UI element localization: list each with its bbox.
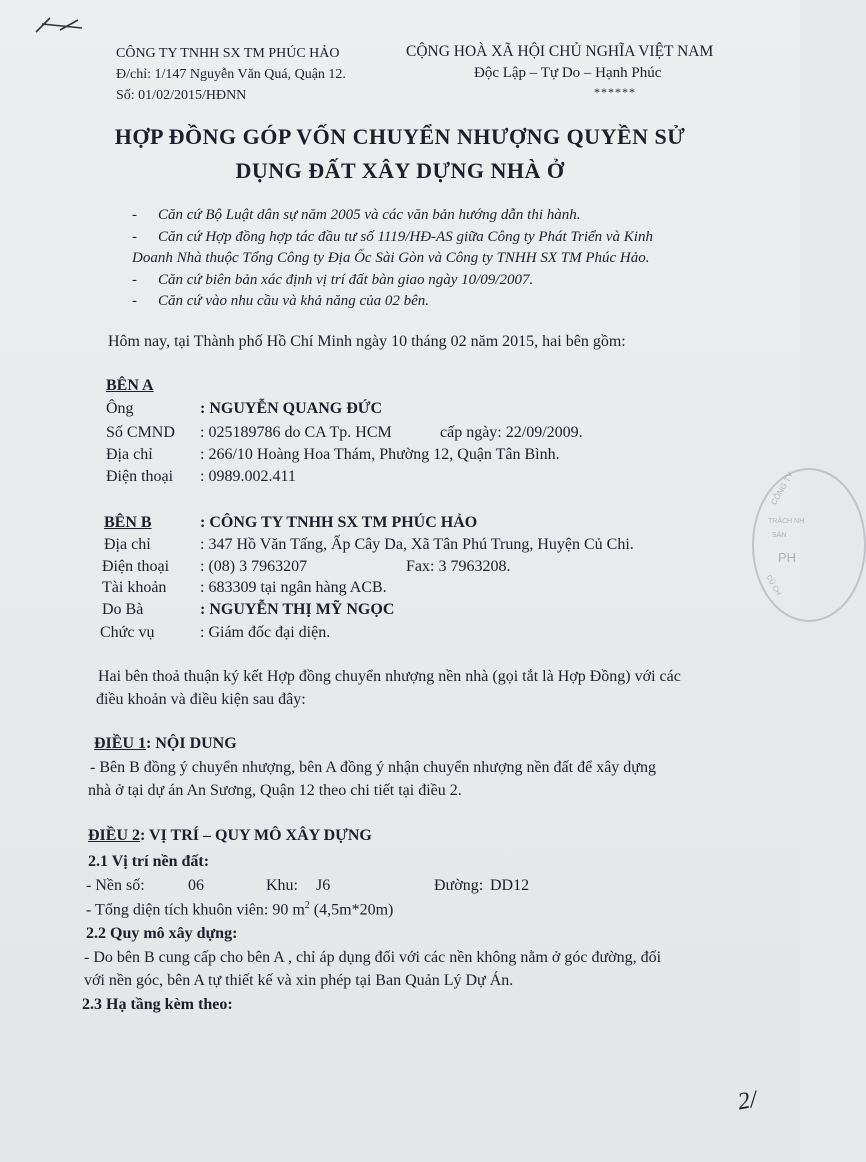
motto: Độc Lập – Tự Do – Hạnh Phúc: [474, 65, 662, 81]
stamp-text: CỦ CH: [764, 574, 782, 597]
party-b-value: : NGUYỄN THỊ MỸ NGỌC: [200, 601, 395, 618]
area-dimensions: (4,5m*20m): [313, 901, 394, 919]
article-2-title: : VỊ TRÍ – QUY MÔ XÂY DỰNG: [140, 827, 372, 844]
zone-label: Khu:: [266, 877, 298, 894]
section-2-1-heading: 2.1 Vị trí nền đất:: [88, 853, 210, 870]
party-b-value: : 347 Hồ Văn Tấng, Ấp Cây Da, Xã Tân Phú Trung, Huyện Củ Chi.: [200, 536, 634, 553]
party-b-label: Tài khoản: [102, 579, 167, 596]
party-b-extra: Fax: 3 7963208.: [406, 558, 511, 575]
republic-heading: CỘNG HOÀ XÃ HỘI CHỦ NGHĨA VIỆT NAM: [406, 43, 714, 60]
company-name: CÔNG TY TNHH SX TM PHÚC HẢO: [116, 46, 340, 61]
party-a-value: : 025189786 do CA Tp. HCM: [200, 424, 392, 441]
basis-bullet: -: [132, 207, 137, 223]
handwritten-page-mark: 2/: [735, 1086, 759, 1116]
party-b-label: Do Bà: [102, 601, 144, 618]
party-b-label: Chức vụ: [100, 624, 155, 641]
basis-line: Căn cứ vào nhu cầu và khả năng của 02 bên.: [158, 293, 430, 309]
party-a-heading: BÊN A: [106, 377, 154, 394]
party-a-label: Địa chỉ: [106, 446, 153, 463]
party-b-label: Địa chỉ: [104, 536, 151, 553]
company-address: Đ/chỉ: 1/147 Nguyễn Văn Quá, Quận 12.: [116, 67, 346, 82]
stamp-text: PH: [778, 550, 797, 565]
stamp-text: TRÁCH NH: [768, 518, 805, 525]
road-label: Đường:: [434, 877, 484, 894]
contract-title-line1: HỢP ĐỒNG GÓP VỐN CHUYỂN NHƯỢNG QUYỀN SỬ: [114, 124, 686, 149]
document-number: Số: 01/02/2015/HĐNN: [116, 88, 247, 103]
article-1-title: : NỘI DUNG: [146, 735, 237, 752]
article-1-heading: [94, 735, 237, 753]
article-1-line: - Bên B đồng ý chuyển nhượng, bên A đồng ý nhận chuyển nhượng nền đất để xây dựng: [90, 759, 656, 776]
area-text: - Tổng diện tích khuôn viên: 90 m: [86, 901, 305, 919]
stamp-text: CÔNG TY: [769, 470, 796, 507]
total-area-line: [86, 900, 393, 919]
article-2-number: ĐIỀU 2: [88, 827, 141, 844]
area-unit-superscript: 2: [304, 900, 310, 911]
contract-title-line2: DỤNG ĐẤT XÂY DỰNG NHÀ Ở: [235, 158, 565, 183]
basis-line: Căn cứ Bộ Luật dân sự năm 2005 và các văn bản hướng dẫn thi hành.: [158, 207, 581, 223]
article-1-line: nhà ở tại dự án An Sương, Quận 12 theo chi tiết tại điều 2.: [88, 782, 462, 799]
section-2-3-heading: 2.3 Hạ tầng kèm theo:: [82, 996, 233, 1013]
section-2-2-heading: 2.2 Quy mô xây dựng:: [86, 925, 238, 942]
party-b-value: : 683309 tại ngân hàng ACB.: [200, 579, 387, 596]
stamp-text: SẢN: [772, 532, 787, 539]
basis-bullet: -: [132, 229, 137, 245]
basis-bullet: -: [132, 293, 137, 309]
party-a-value: : 266/10 Hoàng Hoa Thám, Phường 12, Quận Tân Bình.: [200, 446, 560, 463]
zone-value: J6: [316, 877, 331, 894]
section-2-2-line: - Do bên B cung cấp cho bên A , chỉ áp dụng đối với các nền không nằm ở góc đường, đối: [84, 949, 662, 966]
basis-line: Căn cứ Hợp đồng hợp tác đầu tư số 1119/HĐ-AS giữa Công ty Phát Triển và Kinh: [158, 229, 653, 245]
party-b-label: Điện thoại: [102, 558, 170, 575]
party-b-name: : CÔNG TY TNHH SX TM PHÚC HẢO: [200, 514, 478, 531]
party-a-value: : 0989.002.411: [200, 468, 296, 485]
scribble-mark-icon: [30, 10, 90, 40]
road-value: DD12: [490, 877, 530, 894]
basis-line: Doanh Nhà thuộc Tổng Công ty Địa Ốc Sài Gòn và Công ty TNHH SX TM Phúc Hảo.: [132, 250, 650, 266]
basis-bullet: -: [132, 272, 137, 288]
party-a-label: Số CMND: [106, 424, 175, 441]
lot-value: 06: [188, 877, 204, 894]
agreement-line: điều khoản và điều kiện sau đây:: [96, 691, 306, 708]
party-a-extra: cấp ngày: 22/09/2009.: [440, 424, 583, 441]
article-2-heading: [88, 827, 372, 845]
party-b-heading: BÊN B: [104, 514, 152, 531]
intro-paragraph: Hôm nay, tại Thành phố Hồ Chí Minh ngày 10 tháng 02 năm 2015, hai bên gồm:: [108, 333, 626, 350]
section-2-2-line: với nền góc, bên A tự thiết kế và xin phép tại Ban Quản Lý Dự Án.: [84, 972, 514, 989]
party-b-value: : (08) 3 7963207: [200, 558, 308, 575]
basis-line: Căn cứ biên bản xác định vị trí đất bàn giao ngày 10/09/2007.: [158, 272, 534, 288]
motto-stars: ******: [594, 85, 636, 99]
company-stamp: [752, 468, 866, 622]
article-1-number: ĐIỀU 1: [94, 735, 147, 752]
lot-label: - Nền số:: [86, 877, 145, 894]
party-a-label: Ông: [106, 400, 134, 417]
agreement-line: Hai bên thoả thuận ký kết Hợp đồng chuyển nhượng nền nhà (gọi tắt là Hợp Đồng) với các: [98, 668, 681, 685]
party-a-value: : NGUYỄN QUANG ĐỨC: [200, 400, 383, 417]
party-b-value: : Giám đốc đại diện.: [200, 624, 331, 641]
party-a-label: Điện thoại: [106, 468, 174, 485]
